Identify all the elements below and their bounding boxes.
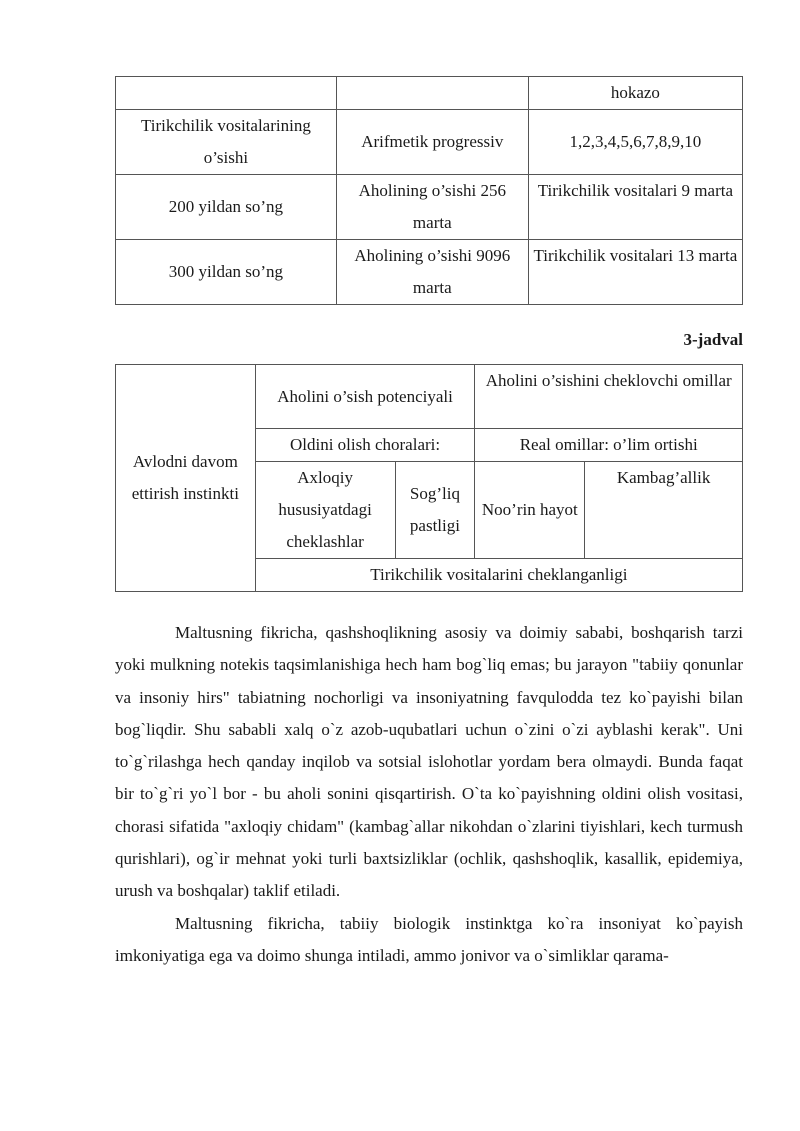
table-cell: 1,2,3,4,5,6,7,8,9,10 bbox=[528, 110, 742, 175]
instinct-cell: Avlodni davom ettirish instinkti bbox=[116, 365, 256, 592]
potential-cell: Aholini o’sish potenciyali bbox=[255, 365, 475, 429]
paragraph: Maltusning fikricha, tabiiy biologik instinktga ko`ra insoniyat ko`payish imkoniyatiga ega va doimo shunga intiladi, ammo jonivor va o`simliklar qarama- bbox=[115, 913, 743, 965]
table-caption: 3-jadval bbox=[683, 330, 743, 349]
prevention-cell: Oldini olish choralari: bbox=[255, 429, 475, 462]
table-cell: Tirikchilik vositalari 13 marta bbox=[528, 240, 742, 305]
table-row bbox=[116, 240, 743, 305]
table-row bbox=[116, 365, 743, 429]
table-cell bbox=[116, 77, 337, 110]
table-cell: Arifmetik progressiv bbox=[336, 110, 528, 175]
real-factors-cell: Real omillar: o’lim ortishi bbox=[475, 429, 743, 462]
table-cell: Aholining o’sishi 256 marta bbox=[336, 175, 528, 240]
table-row bbox=[116, 175, 743, 240]
table-cell: Tirikchilik vositalarining o’sishi bbox=[116, 110, 337, 175]
limiting-factors-cell: Aholini o’sishini cheklovchi omillar bbox=[475, 365, 743, 429]
unfit-life-cell: Noo’rin hayot bbox=[475, 462, 585, 559]
table-cell: Aholining o’sishi 9096 marta bbox=[336, 240, 528, 305]
poverty-cell: Kambag’allik bbox=[585, 462, 743, 559]
growth-comparison-table bbox=[115, 76, 743, 305]
table-row bbox=[116, 77, 743, 110]
table-cell bbox=[336, 77, 528, 110]
table-row bbox=[116, 110, 743, 175]
paragraph: Maltusning fikricha, qashshoqlikning asosiy va doimiy sababi, boshqarish tarzi yoki mulkning notekis taqsimlanishiga hech ham bog`liq emas; bu jarayon "tabiiy qonunlar va insoniy hirs" tabiatning nochorligi va insoniyatning favqulodda tez ko`payishi bilan bog`liqdir. Shu sababli xalq o`z azob-uqubatlari uchun o`zini o`zi ayblashi kerak". Uni to`g`rilashga hech qanday inqilob va sotsial islohotlar yordam bera olmaydi. Bunda faqat bir to`g`ri yo`l bor - bu aholi sonini qisqartirish. O`ta ko`payishning oldini olish vositasi, chorasi sifatida "axloqiy chidam" (kambag`allar nikohdan o`zlarini tiyishlari, kech turmush qurishlari), og`ir mehnat yoki turli baxtsizliklar (ochlik, qashshoqlik, kasallik, epidemiya, urush va boshqalar) taklif etiladi. bbox=[115, 623, 743, 901]
table-cell: hokazo bbox=[528, 77, 742, 110]
table-cell: 200 yildan so’ng bbox=[116, 175, 337, 240]
means-limited-cell: Tirikchilik vositalarini cheklanganligi bbox=[255, 559, 742, 592]
table-cell: Tirikchilik vositalari 9 marta bbox=[528, 175, 742, 240]
body-text bbox=[115, 617, 743, 972]
table-cell: 300 yildan so’ng bbox=[116, 240, 337, 305]
health-cell: Sog’liq pastligi bbox=[395, 462, 475, 559]
moral-cell: Axloqiy hususiyatdagi cheklashlar bbox=[255, 462, 395, 559]
malthus-factors-table bbox=[115, 364, 743, 592]
